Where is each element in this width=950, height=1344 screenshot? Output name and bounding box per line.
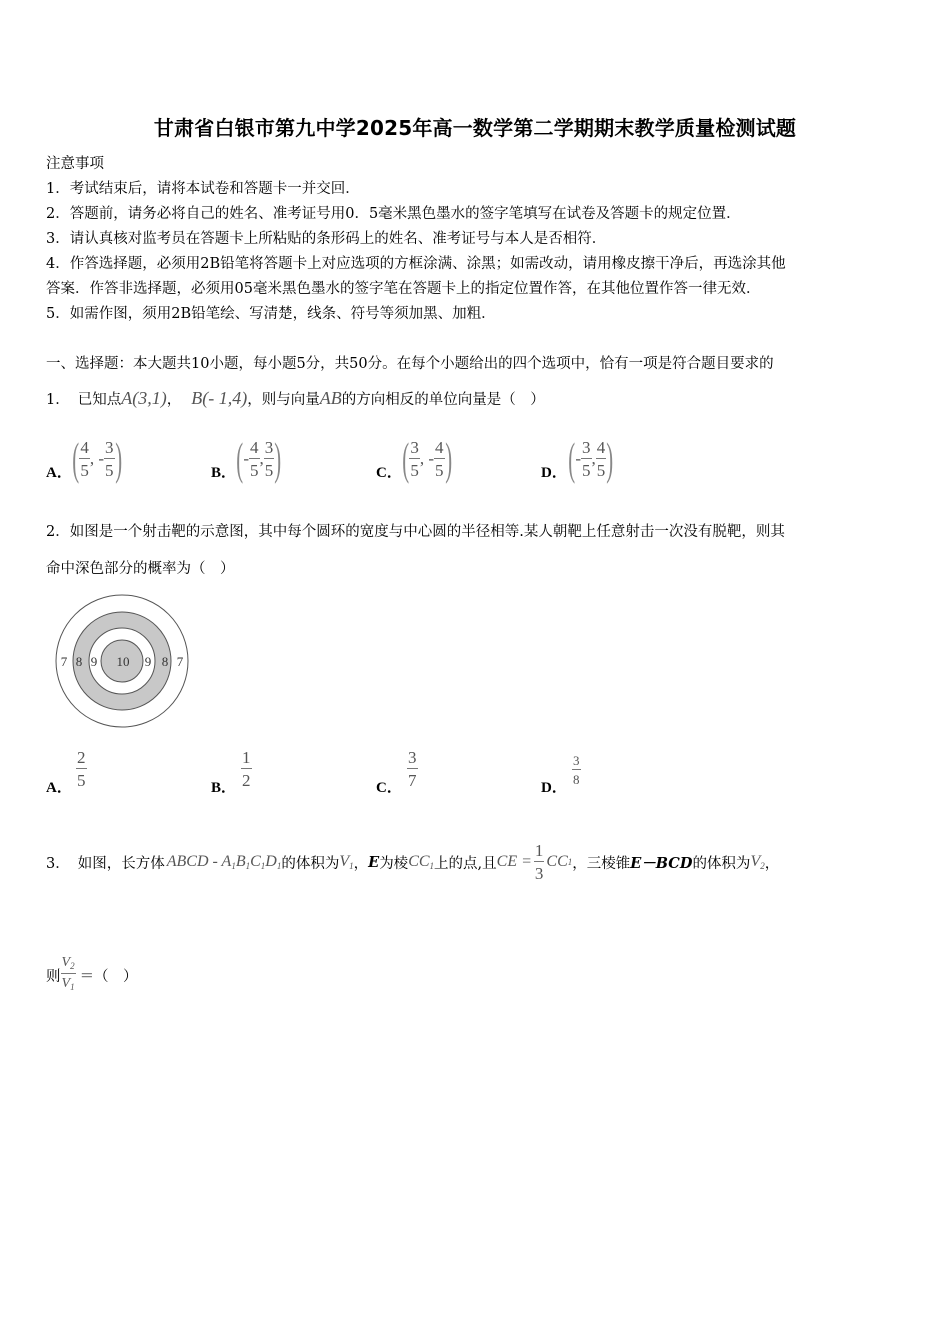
label-9-left: 9	[90, 654, 98, 669]
q2-option-b-label: B．	[211, 780, 237, 796]
label-7-left: 7	[60, 654, 68, 669]
q1-option-c-vector: ( $\frac{3}{5}$ , - $\frac{4}{5}$ )	[402, 433, 452, 484]
question-text: ，则与向量	[247, 392, 320, 408]
label-10: 10	[116, 654, 130, 669]
q1-option-d-vector: ( - $\frac{3}{5}$ , $\frac{4}{5}$ )	[568, 433, 614, 484]
q2-option-c-value: $\frac{3}{7}$	[408, 748, 417, 790]
question-text: ，	[166, 392, 182, 408]
question-text: 则	[46, 969, 61, 985]
question-3-ratio	[46, 944, 138, 992]
point-b: B(- 1,4)	[191, 388, 248, 408]
notice-item-3: 3．请认真核对监考员在答题卡上所粘贴的条形码上的姓名、准考证号与本人是否相符．	[46, 231, 607, 247]
question-text: 已知点	[77, 392, 122, 408]
point-a: A(3,1)	[121, 388, 167, 408]
question-text: 的方向相反的单位向量是（ ）	[341, 392, 545, 408]
question-text: ，	[353, 855, 369, 872]
point-e: E	[368, 853, 380, 871]
pyramid-ebcd: E－BCD	[630, 854, 693, 872]
question-text: ＝（ ）	[79, 969, 138, 985]
question-2-line-1: 2．如图是一个射击靶的示意图，其中每个圆环的宽度与中心圆的半径相等.某人朝靶上任意射击一次没有脱靶，则其	[46, 524, 785, 540]
volume-v1: $V_1$	[339, 853, 354, 871]
question-text: 如图，长方体	[77, 855, 165, 872]
label-7-right: 7	[176, 654, 184, 669]
ratio-v2-v1: $\frac{V_2}{V_1}$	[61, 955, 75, 992]
question-number: 3．	[46, 855, 70, 872]
page-title: 甘肃省白银市第九中学2025年高一数学第二学期期末教学质量检测试题	[153, 116, 797, 140]
q2-option-b-value: $\frac{1}{2}$	[242, 748, 251, 790]
q1-option-d-label: D．	[541, 465, 567, 481]
notice-item-4-cont: 答案．作答非选择题，必须用05毫米黑色墨水的签字笔在答题卡上的指定位置作答，在其他位置作答一律无效．	[46, 281, 761, 297]
label-9-right: 9	[144, 654, 152, 669]
q2-option-d-label: D．	[541, 780, 567, 796]
question-text: 的体积为	[692, 855, 751, 872]
ce-equation: CE = $\frac{1}{3}$ CC 1	[496, 841, 573, 883]
question-text: 为棱	[379, 855, 409, 872]
section-heading: 一、选择题：本大题共10小题，每小题5分，共50分。在每个小题给出的四个选项中，恰有一项是符合题目要求的	[46, 356, 774, 372]
notice-item-5: 5．如需作图，须用2B铅笔绘、写清楚，线条、符号等须加黑、加粗．	[46, 306, 496, 322]
question-number: 1．	[46, 392, 70, 408]
q1-option-b-label: B．	[211, 465, 237, 481]
notice-item-4: 4．作答选择题，必须用2B铅笔将答题卡上对应选项的方框涂满、涂黑；如需改动，请用橡皮擦干净后，再选涂其他	[46, 256, 786, 272]
volume-v2: $V_2$	[750, 853, 765, 871]
q1-option-c-label: C．	[376, 465, 402, 481]
notice-item-1: 1．考试结束后，请将本试卷和答题卡一并交回．	[46, 181, 360, 197]
question-text: ，三棱锥	[572, 855, 631, 872]
label-8-left: 8	[75, 654, 83, 669]
notice-heading: 注意事项	[46, 156, 104, 172]
question-2-line-2: 命中深色部分的概率为（ ）	[46, 561, 235, 577]
q1-option-a-vector: ( $\frac{4}{5}$ , - $\frac{3}{5}$ )	[72, 433, 122, 484]
cuboid-name: ABCD - $A_1B_1C_1D_1$	[166, 853, 282, 871]
vector-ab: AB	[319, 388, 342, 408]
q2-option-c-label: C．	[376, 780, 402, 796]
q2-option-d-value: $\frac{3}{8}$	[573, 753, 580, 787]
target-diagram	[52, 594, 192, 730]
edge-cc1: $CC_1$	[408, 853, 435, 871]
label-8-right: 8	[161, 654, 169, 669]
q2-option-a-label: A．	[46, 780, 72, 796]
question-3	[46, 842, 779, 882]
question-1	[46, 388, 545, 409]
q1-option-b-vector: ( - $\frac{4}{5}$ , $\frac{3}{5}$ )	[236, 433, 282, 484]
notice-item-2: 2．答题前，请务必将自己的姓名、准考证号用0．5毫米黑色墨水的签字笔填写在试卷及答题卡的规定位置．	[46, 206, 741, 222]
question-text: 上的点,且	[434, 855, 497, 872]
question-text: 的体积为	[281, 855, 340, 872]
q2-option-a-value: $\frac{2}{5}$	[77, 748, 86, 790]
question-text: ，	[764, 855, 780, 872]
q1-option-a-label: A．	[46, 465, 72, 481]
